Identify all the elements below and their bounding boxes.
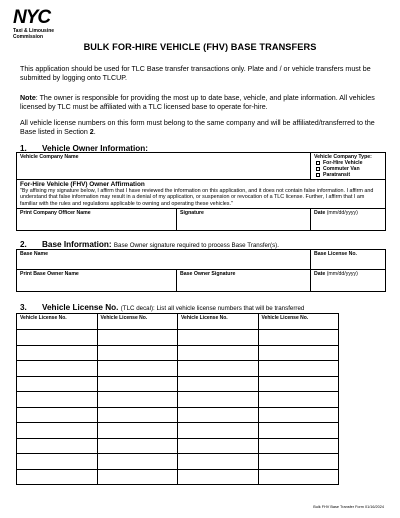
license-cell[interactable] [258,423,339,439]
company-type-field [311,153,386,180]
column-header: Vehicle License No. [97,314,178,330]
base-date-field[interactable] [311,270,386,292]
license-cell[interactable] [178,407,259,423]
license-cell[interactable] [17,330,98,346]
license-cell[interactable] [97,376,178,392]
checkbox-icon[interactable] [316,167,320,171]
grid-row [17,392,339,408]
license-cell[interactable] [97,407,178,423]
license-cell[interactable] [178,454,259,470]
section-2-number: 2. [20,240,27,249]
license-cell[interactable] [258,376,339,392]
form-footer: Bulk FHV Base Transfer Form 01/16/2024 [313,505,384,509]
date-format: (mm/dd/yyyy) [326,210,358,217]
license-cell[interactable] [178,330,259,346]
date-label: Date [314,271,326,277]
license-cell[interactable] [258,454,339,470]
company-type-label: Vehicle Company Type: [314,154,372,160]
base-owner-signature-label: Base Owner Signature [180,271,236,277]
license-cell[interactable] [178,469,259,485]
license-cell[interactable] [97,423,178,439]
grid-header-row [17,314,339,330]
grid-row [17,376,339,392]
license-cell[interactable] [258,407,339,423]
section-3-title: Vehicle License No. [42,303,119,312]
license-cell[interactable] [178,438,259,454]
tlc-logo [13,8,73,40]
license-cell[interactable] [17,392,98,408]
license-cell[interactable] [97,361,178,377]
note-text: : The owner is responsible for providing the most up to date base, vehicle, and plate information. All vehicles licensed by TLC must be affiliated with a TLC licensed base to operate for-hire. [20,94,375,111]
section-ref: 2 [89,127,94,136]
section-3-heading [20,303,304,312]
officer-name-field[interactable] [17,209,177,231]
signature-label: Signature [180,210,204,217]
logo-line-1: Taxi & Limousine [13,28,55,34]
license-cell[interactable] [258,392,339,408]
type-option-paratransit[interactable] [316,172,382,178]
form-title: BULK FOR-HIRE VEHICLE (FHV) BASE TRANSFERS [83,42,317,52]
license-cell[interactable] [178,361,259,377]
note-paragraph [20,94,385,111]
base-name-label: Base Name [20,251,48,257]
section-1-number: 1. [20,144,27,153]
checkbox-icon[interactable] [316,173,320,177]
section-2-title: Base Information: [42,240,112,249]
date-label: Date [314,210,326,217]
checkbox-icon[interactable] [316,161,320,165]
date-format: (mm/dd/yyyy) [326,271,358,277]
base-owner-name-label: Print Base Owner Name [20,271,79,277]
license-cell[interactable] [178,392,259,408]
intro-paragraph: This application should be used for TLC Base transfer transactions only. Plate and / or vehicle transfers must be submitted by logging onto TLCUP. [20,65,371,82]
section-1-title: Vehicle Owner Information: [42,144,149,153]
section-2-heading [20,240,279,249]
license-cell[interactable] [17,376,98,392]
license-cell[interactable] [17,345,98,361]
license-cell[interactable] [178,423,259,439]
section-3-number: 3. [20,303,27,312]
license-cell[interactable] [258,361,339,377]
section-3-subtitle: (TLC decal): List all vehicle license numbers that will be transferred [120,305,305,312]
grid-row [17,454,339,470]
affirmation-title: For-Hire Vehicle (FHV) Owner Affirmation [20,181,145,188]
license-cell[interactable] [258,469,339,485]
grid-row [17,330,339,346]
base-info-table [16,249,386,292]
license-cell[interactable] [97,330,178,346]
note-label: Note [20,94,36,102]
license-cell[interactable] [97,454,178,470]
license-paragraph [20,119,385,136]
column-header: Vehicle License No. [258,314,339,330]
type-option-label: For-Hire Vehicle [323,160,363,166]
base-license-label: Base License No. [314,251,357,257]
company-name-field[interactable] [17,153,311,180]
license-cell[interactable] [97,392,178,408]
logo-mark: NYC [13,7,51,28]
license-cell[interactable] [17,361,98,377]
base-name-field[interactable] [17,250,311,270]
grid-row [17,361,339,377]
license-cell[interactable] [258,438,339,454]
affirmation-text: "By affixing my signature below, I affirm that I have reviewed the information on this application, and it does not contain false information. I affirm and understand that false information may result in a denial of my application, or suspension or revocation of a TLC license. Further, I affirm that I am familiar with the rules and regulations applicable to owning and operating these vehicles." [20,188,374,207]
license-paragraph-text: All vehicle license numbers on this form must belong to the same company and will be affiliated/transferred to the Base listed in Section [20,119,375,136]
base-owner-signature-field[interactable] [177,270,311,292]
column-header: Vehicle License No. [17,314,98,330]
grid-row [17,407,339,423]
affirmation-block [17,180,386,209]
license-cell[interactable] [97,345,178,361]
license-cell[interactable] [17,469,98,485]
license-cell[interactable] [258,330,339,346]
license-cell[interactable] [178,345,259,361]
company-name-label: Vehicle Company Name [20,154,79,160]
license-cell[interactable] [17,407,98,423]
grid-row [17,423,339,439]
vehicle-owner-table [16,152,386,231]
column-header: Vehicle License No. [178,314,259,330]
type-option-label: Paratransit [323,172,351,178]
logo-line-2: Commission [13,34,44,40]
license-cell[interactable] [97,469,178,485]
vehicle-license-grid [16,313,339,485]
grid-row [17,438,339,454]
grid-row [17,345,339,361]
license-cell[interactable] [178,376,259,392]
base-license-field[interactable] [311,250,386,270]
type-option-label: Commuter Van [323,166,360,172]
license-cell[interactable] [258,345,339,361]
license-paragraph-end: . [93,127,96,136]
officer-date-field[interactable] [311,209,386,231]
license-cell[interactable] [17,423,98,439]
section-2-subtitle: Base Owner signature required to process Base Transfer(s). [113,242,279,249]
officer-signature-field[interactable] [177,209,311,231]
officer-name-label: Print Company Officer Name [20,210,91,217]
license-cell[interactable] [17,438,98,454]
license-cell[interactable] [97,438,178,454]
license-cell[interactable] [17,454,98,470]
base-owner-name-field[interactable] [17,270,177,292]
grid-row [17,469,339,485]
